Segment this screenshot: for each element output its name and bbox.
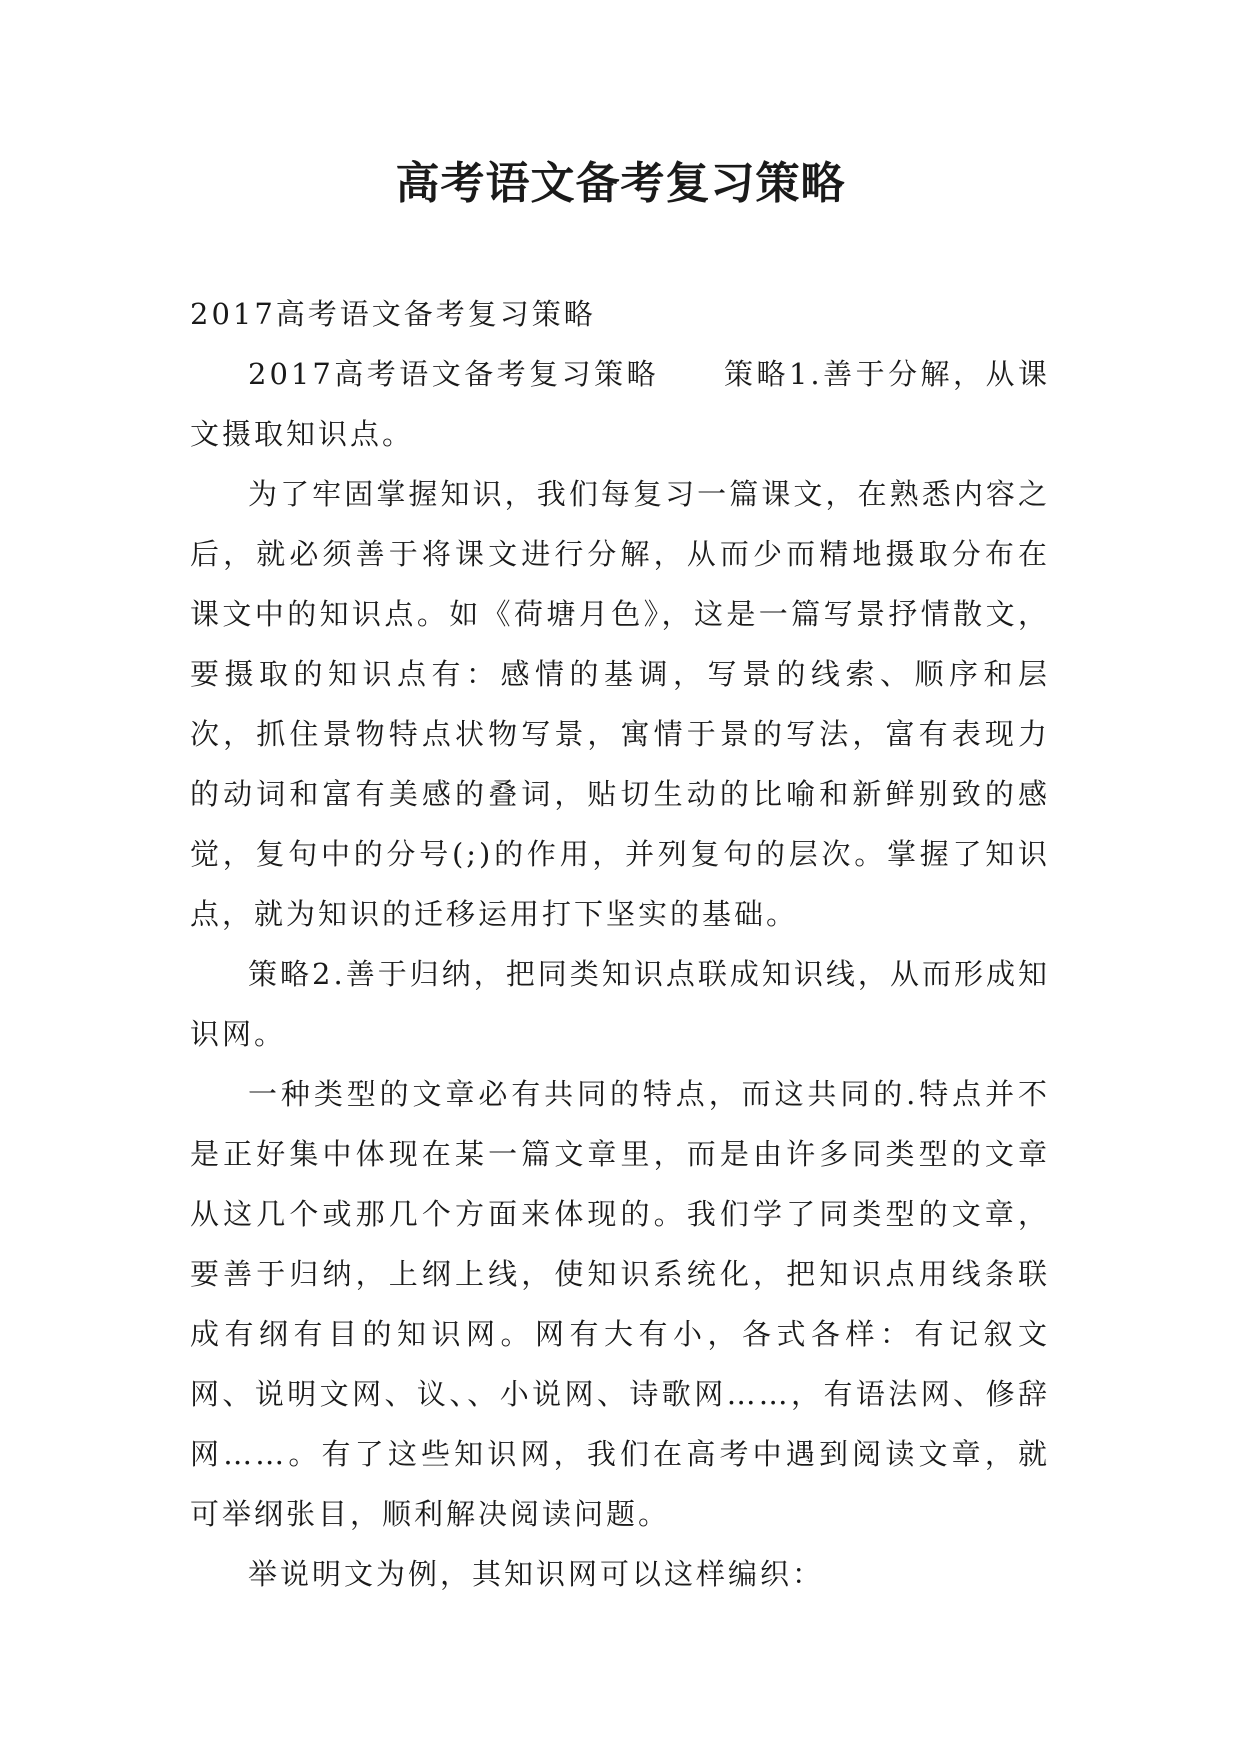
paragraph-expository-example: 举说明文为例，其知识网可以这样编织： [248,1557,825,1591]
paragraph-knowledge-network: 一种类型的文章必有共同的特点，而这共同的.特点并不是正好集中体现在某一篇文章里，而是由许多同类型的文章从这几个或那几个方面来体现的。我们学了同类型的文章，要善于归纳，上纲上线，使知识系统化，把知识点用线条联成有纲有目的知识网。网有大有小，各式各样：有记叙文网、说明文网、议、、小说网、诗歌网……，有语法网、修辞网……。有了这些知识网，我们在高考中遇到阅读文章，就可举纲张目，顺利解决阅读问题。 [190,1077,1050,1531]
paragraph-strategy-1: 2017高考语文备考复习策略 策略1.善于分解，从课文摄取知识点。 [190,357,1050,451]
paragraph-knowledge-points: 为了牢固掌握知识，我们每复习一篇课文，在熟悉内容之后，就必须善于将课文进行分解，从而少而精地摄取分布在课文中的知识点。如《荷塘月色》，这是一篇写景抒情散文，要摄取的知识点有：感情的基调，写景的线索、顺序和层次，抓住景物特点状物写景，寓情于景的写法，富有表现力的动词和富有美感的叠词，贴切生动的比喻和新鲜别致的感觉，复句中的分号(;)的作用，并列复句的层次。掌握了知识点，就为知识的迁移运用打下坚实的基础。 [190,477,1050,931]
document-body [190,284,1050,1604]
document-subtitle: 2017高考语文备考复习策略 [190,297,596,331]
document-title: 高考语文备考复习策略 [395,158,846,209]
paragraph-strategy-2: 策略2.善于归纳，把同类知识点联成知识线，从而形成知识网。 [190,957,1050,1051]
